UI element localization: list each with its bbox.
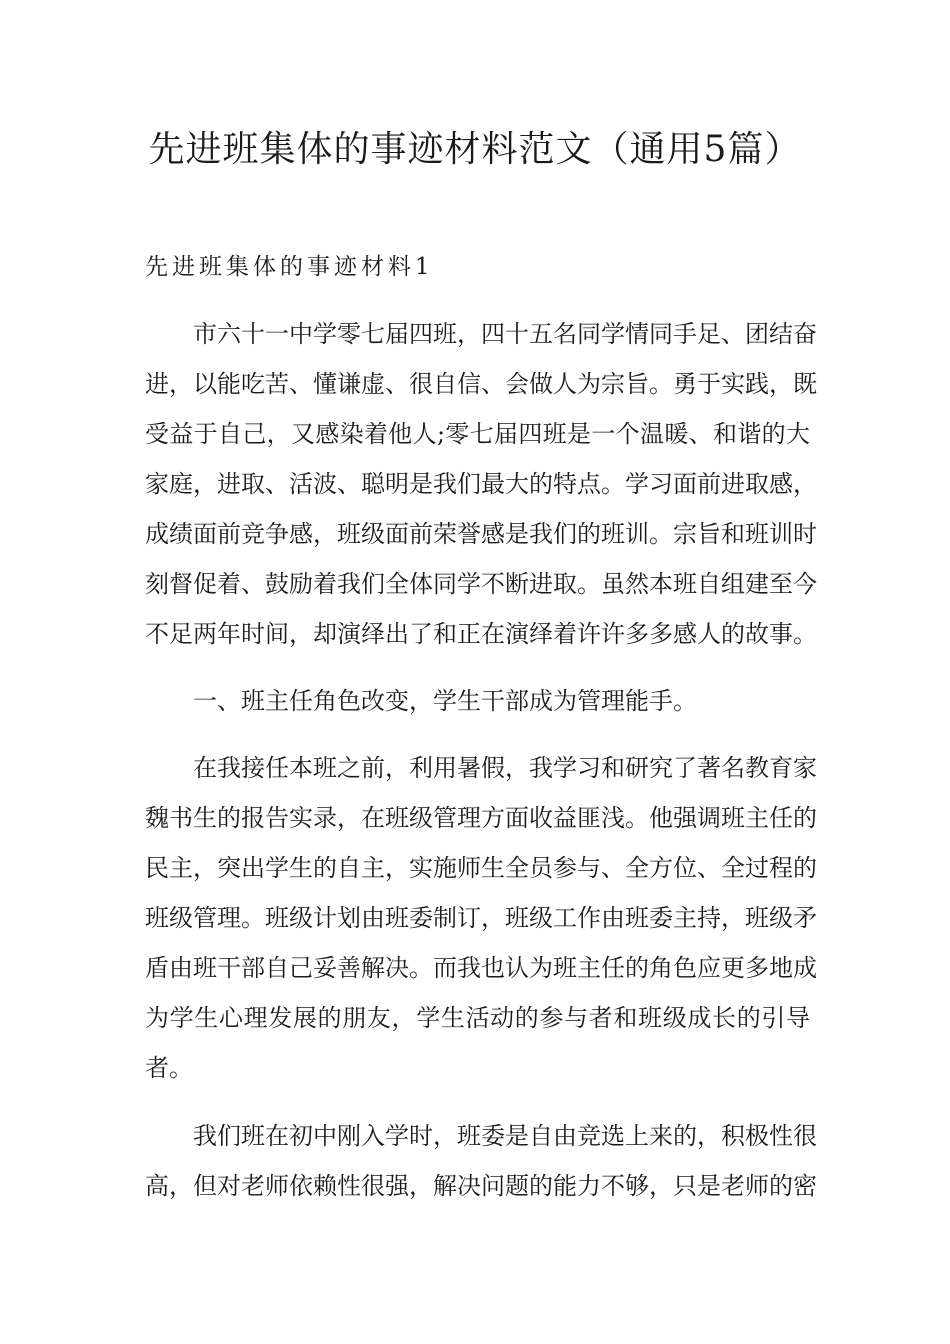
- text-line: 盾由班干部自己妥善解决。而我也认为班主任的角色应更多地成: [145, 954, 817, 982]
- text-line: 家庭，进取、活波、聪明是我们最大的特点。学习面前进取感，: [145, 470, 817, 498]
- paragraph-class-committee: [145, 1111, 817, 1211]
- text-line: 刻督促着、鼓励着我们全体同学不断进取。虽然本班自组建至今: [145, 570, 817, 598]
- text-line: 在我接任本班之前，利用暑假，我学习和研究了著名教育家: [193, 754, 817, 782]
- text-line: 不足两年时间，却演绎出了和正在演绎着许许多多感人的故事。: [145, 620, 817, 648]
- text-line: 受益于自己，又感染着他人;零七届四班是一个温暖、和谐的大: [145, 420, 810, 448]
- text-line: 市六十一中学零七届四班，四十五名同学情同手足、团结奋: [193, 320, 817, 348]
- text-line: 我们班在初中刚入学时，班委是自由竞选上来的，积极性很: [193, 1122, 817, 1150]
- text-line: 魏书生的报告实录，在班级管理方面收益匪浅。他强调班主任的: [145, 804, 817, 832]
- section-heading: 先进班集体的事迹材料1: [145, 254, 434, 280]
- text-line: 进，以能吃苦、懂谦虚、很自信、会做人为宗旨。勇于实践，既: [145, 370, 817, 398]
- text-line: 者。: [145, 1054, 193, 1082]
- text-line: 高，但对老师依赖性很强，解决问题的能力不够，只是老师的密: [145, 1172, 817, 1200]
- text-line: 民主，突出学生的自主，实施师生全员参与、全方位、全过程的: [145, 854, 817, 882]
- text-line: 成绩面前竞争感，班级面前荣誉感是我们的班训。宗旨和班训时: [145, 520, 817, 548]
- text-line: 班级管理。班级计划由班委制订，班级工作由班委主持，班级矛: [145, 904, 817, 932]
- document-title: 先进班集体的事迹材料范文（通用5篇）: [148, 129, 802, 170]
- paragraph-intro: [145, 309, 817, 659]
- text-line: 为学生心理发展的朋友，学生活动的参与者和班级成长的引导: [145, 1004, 810, 1032]
- text-line: 一、班主任角色改变，学生干部成为管理能手。: [193, 687, 697, 715]
- paragraph-point-one: [145, 676, 810, 726]
- paragraph-body: [145, 743, 817, 1093]
